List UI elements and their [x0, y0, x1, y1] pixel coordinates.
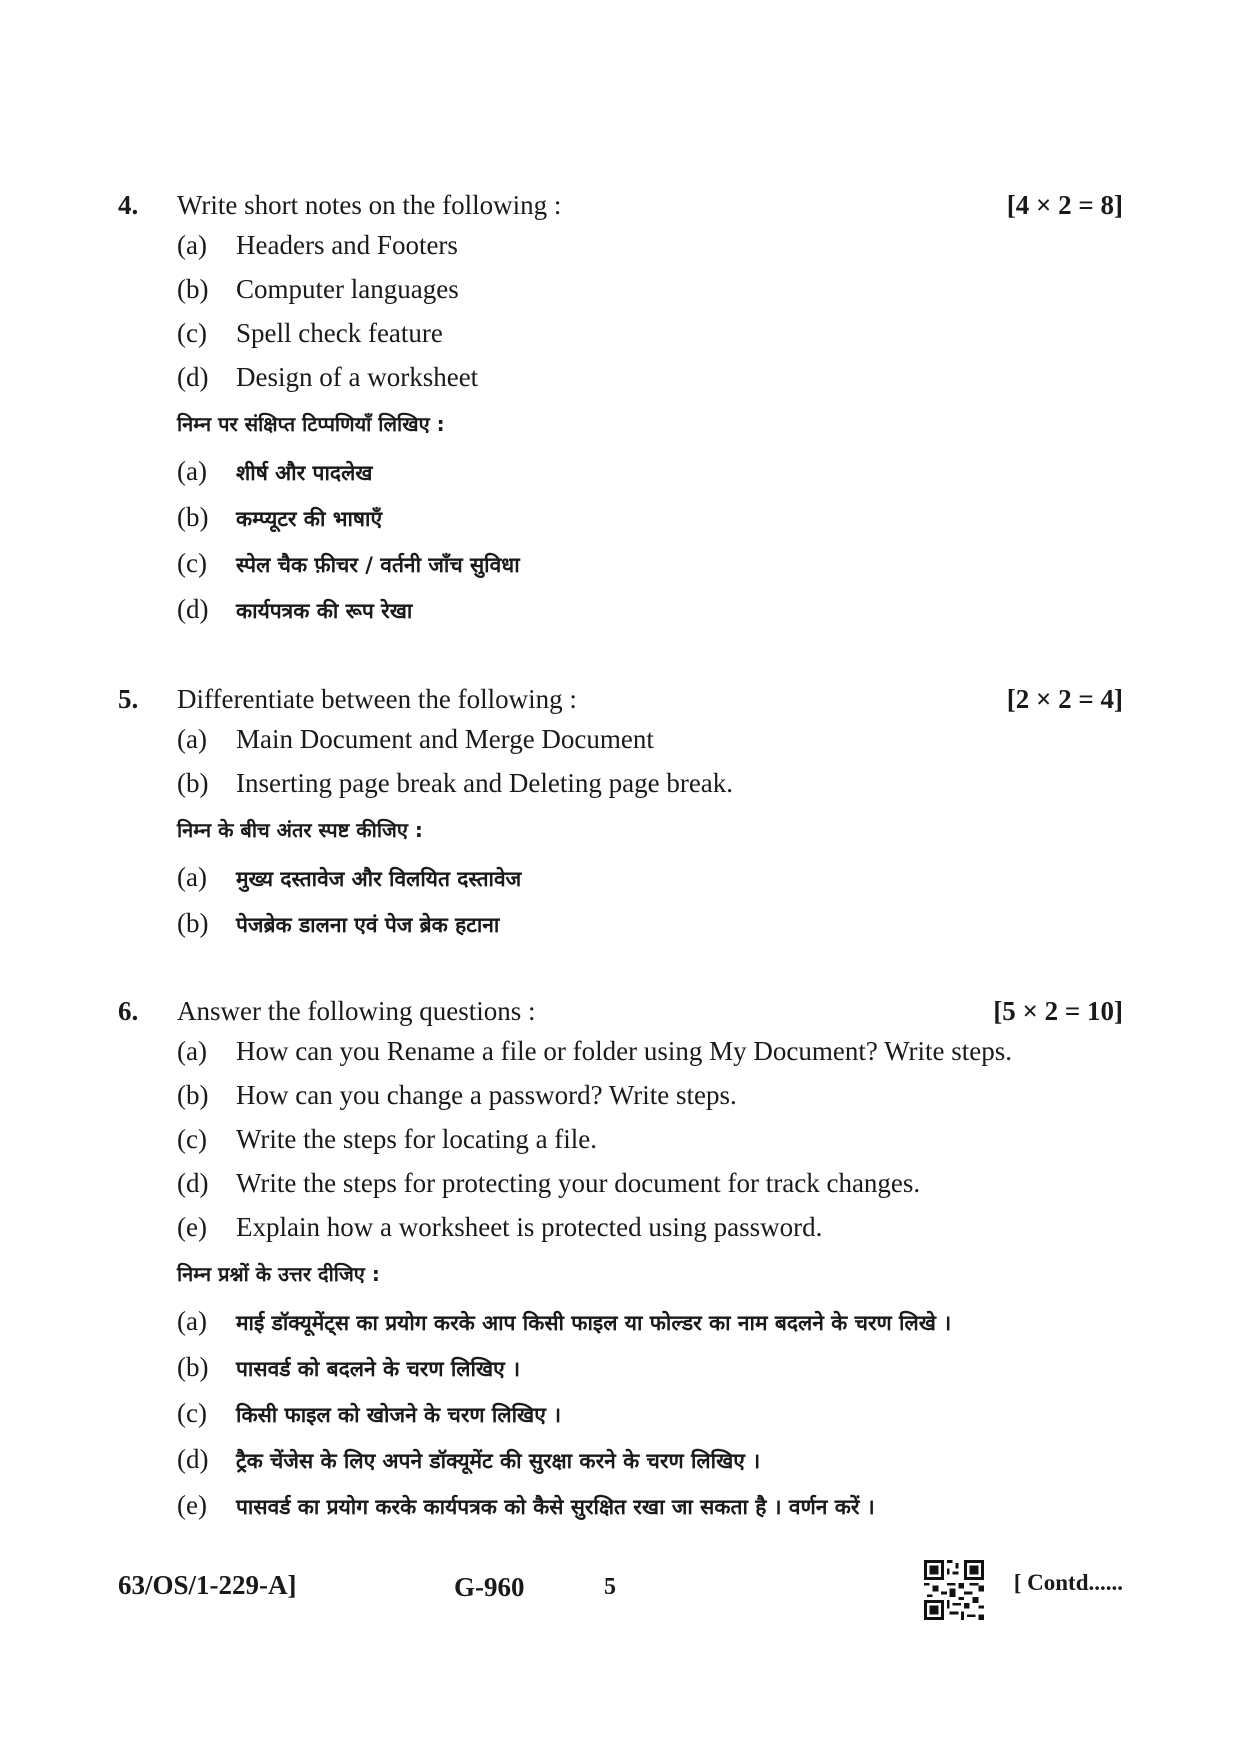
- item-text: Inserting page break and Deleting page break.: [236, 768, 734, 798]
- list-item: [177, 1036, 1123, 1080]
- list-item: [177, 548, 1123, 594]
- page-footer: [118, 1560, 1123, 1630]
- list-item: [177, 1124, 1123, 1168]
- item-label: (c): [177, 1124, 207, 1154]
- question-5: [118, 684, 1123, 954]
- question-header: [118, 996, 1123, 1036]
- item-label: (b): [177, 1080, 209, 1110]
- item-text: Explain how a worksheet is protected using password.: [236, 1212, 823, 1242]
- item-text: शीर्ष और पादलेख: [236, 461, 373, 485]
- item-label: (e): [177, 1490, 207, 1520]
- item-text: कम्प्यूटर की भाषाएँ: [236, 507, 383, 531]
- item-label: (d): [177, 362, 209, 392]
- item-label: (b): [177, 502, 209, 532]
- list-item: [177, 862, 1123, 908]
- list-item: [177, 908, 1123, 954]
- item-text: Spell check feature: [236, 318, 443, 348]
- question-text: Answer the following questions :: [177, 996, 536, 1026]
- list-item: [177, 318, 1123, 362]
- item-text: कार्यपत्रक की रूप रेखा: [236, 599, 413, 623]
- english-items: [177, 724, 1123, 812]
- question-4: [118, 190, 1123, 640]
- list-item: [177, 1490, 1123, 1536]
- hindi-heading: निम्न पर संक्षिप्त टिप्पणियाँ लिखिए :: [177, 412, 445, 436]
- item-text: पासवर्ड का प्रयोग करके कार्यपत्रक को कैसे सुरक्षित रखा जा सकता है । वर्णन करें ।: [236, 1495, 875, 1519]
- question-number: 6.: [118, 996, 139, 1026]
- list-item: [177, 230, 1123, 274]
- list-item: [177, 502, 1123, 548]
- list-item: [177, 456, 1123, 502]
- list-item: [177, 362, 1123, 406]
- list-item: [177, 768, 1123, 812]
- question-number: 5.: [118, 684, 139, 714]
- item-label: (b): [177, 768, 209, 798]
- list-item: [177, 724, 1123, 768]
- item-label: (a): [177, 724, 207, 754]
- marks: [2 × 2 = 4]: [1006, 684, 1123, 714]
- item-label: (b): [177, 1352, 209, 1382]
- item-label: (d): [177, 594, 209, 624]
- item-text: Computer languages: [236, 274, 459, 304]
- hindi-items: [177, 862, 1123, 954]
- marks: [5 × 2 = 10]: [993, 996, 1123, 1026]
- item-label: (a): [177, 1306, 207, 1336]
- item-text: Write the steps for locating a file.: [236, 1124, 598, 1154]
- item-text: पेजब्रेक डालना एवं पेज ब्रेक हटाना: [236, 913, 500, 937]
- hindi-items: [177, 1306, 1123, 1536]
- hindi-heading: निम्न प्रश्नों के उत्तर दीजिए :: [177, 1262, 380, 1286]
- question-number: 4.: [118, 190, 139, 220]
- continued-label: [ Contd......: [1013, 1570, 1123, 1595]
- list-item: [177, 1352, 1123, 1398]
- paper-code: 63/OS/1-229-A]: [118, 1570, 297, 1600]
- question-6: [118, 996, 1123, 1536]
- english-items: [177, 230, 1123, 406]
- item-text: मुख्य दस्तावेज और विलयित दस्तावेज: [236, 867, 522, 891]
- item-text: How can you Rename a file or folder using My Document? Write steps.: [236, 1036, 1012, 1066]
- page-number: 5: [604, 1574, 616, 1600]
- item-label: (d): [177, 1444, 209, 1474]
- list-item: [177, 1398, 1123, 1444]
- item-label: (e): [177, 1212, 207, 1242]
- item-text: Main Document and Merge Document: [236, 724, 654, 754]
- qr-code-icon: [924, 1560, 984, 1620]
- list-item: [177, 274, 1123, 318]
- hindi-items: [177, 456, 1123, 640]
- hindi-heading: निम्न के बीच अंतर स्पष्ट कीजिए :: [177, 818, 423, 842]
- question-header: [118, 684, 1123, 724]
- item-label: (a): [177, 862, 207, 892]
- paper-id: G-960: [454, 1572, 525, 1602]
- english-items: [177, 1036, 1123, 1256]
- list-item: [177, 1080, 1123, 1124]
- list-item: [177, 1306, 1123, 1352]
- item-text: ट्रैक चेंजेस के लिए अपने डॉक्यूमेंट की सुरक्षा करने के चरण लिखिए ।: [236, 1449, 761, 1473]
- item-label: (c): [177, 548, 207, 578]
- question-text: Write short notes on the following :: [177, 190, 562, 220]
- item-label: (a): [177, 230, 207, 260]
- item-label: (c): [177, 1398, 207, 1428]
- list-item: [177, 1168, 1123, 1212]
- item-text: स्पेल चैक फ़ीचर / वर्तनी जाँच सुविधा: [236, 553, 520, 577]
- item-text: Write the steps for protecting your document for track changes.: [236, 1168, 921, 1198]
- item-label: (c): [177, 318, 207, 348]
- item-text: Design of a worksheet: [236, 362, 479, 392]
- question-text: Differentiate between the following :: [177, 684, 577, 714]
- list-item: [177, 594, 1123, 640]
- marks: [4 × 2 = 8]: [1006, 190, 1123, 220]
- item-text: किसी फाइल को खोजने के चरण लिखिए ।: [236, 1403, 562, 1427]
- item-label: (a): [177, 1036, 207, 1066]
- item-text: Headers and Footers: [236, 230, 458, 260]
- item-text: माई डॉक्यूमेंट्स का प्रयोग करके आप किसी फाइल या फोल्डर का नाम बदलने के चरण लिखे ।: [236, 1311, 952, 1335]
- item-label: (b): [177, 908, 209, 938]
- list-item: [177, 1444, 1123, 1490]
- item-label: (b): [177, 274, 209, 304]
- item-label: (d): [177, 1168, 209, 1198]
- item-label: (a): [177, 456, 207, 486]
- item-text: How can you change a password? Write steps.: [236, 1080, 737, 1110]
- question-header: [118, 190, 1123, 230]
- item-text: पासवर्ड को बदलने के चरण लिखिए ।: [236, 1357, 521, 1381]
- list-item: [177, 1212, 1123, 1256]
